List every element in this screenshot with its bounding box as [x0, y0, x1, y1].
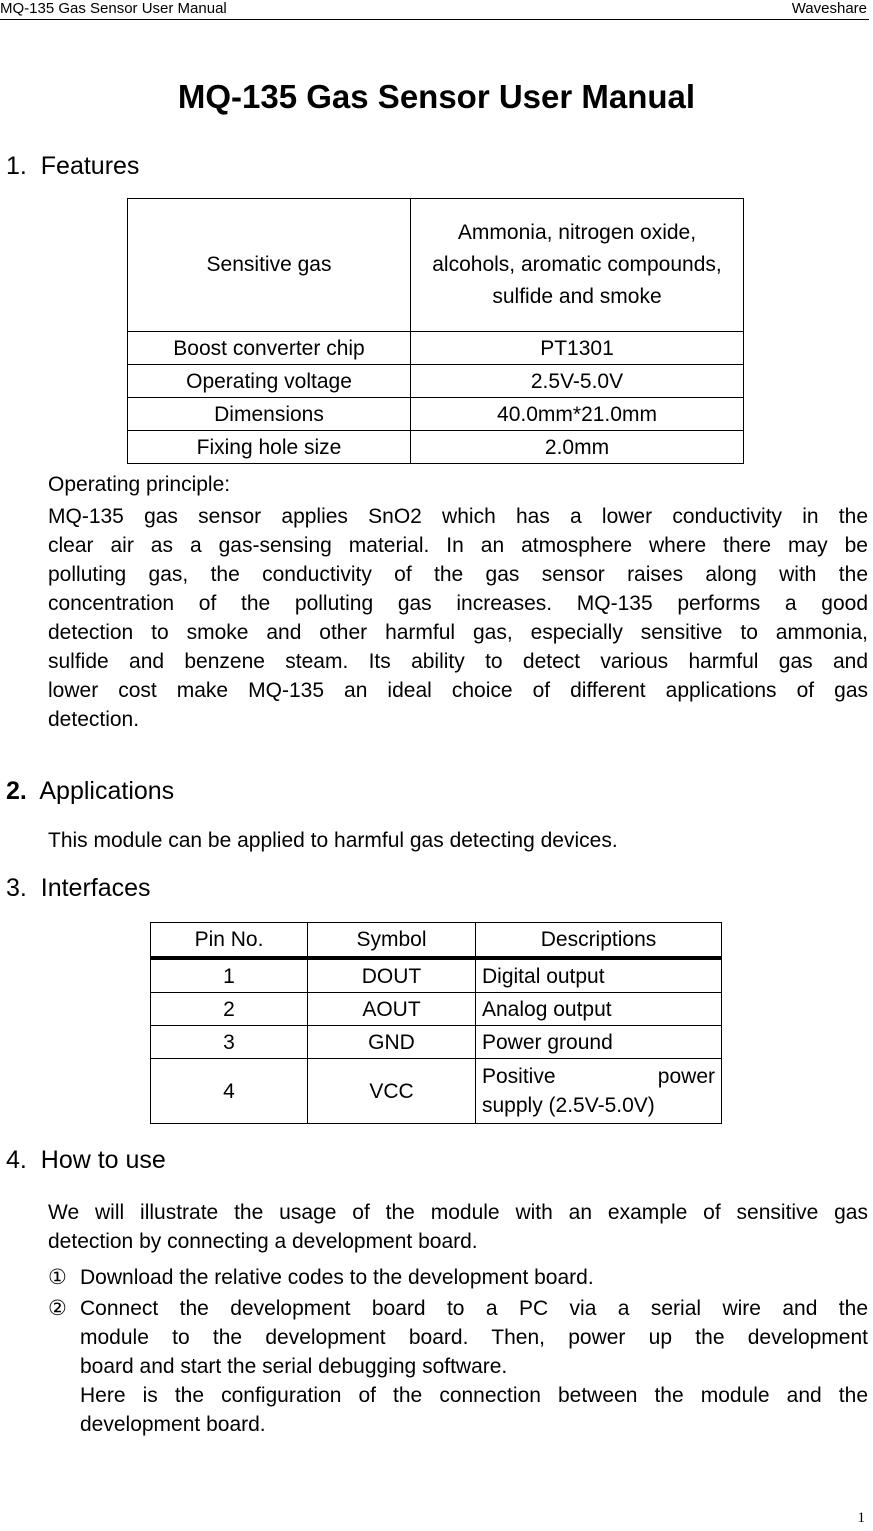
principle-label: Operating principle: [48, 473, 231, 496]
description-cell: Power ground [476, 1026, 722, 1059]
table-header-row [151, 923, 722, 959]
symbol-cell: DOUT [308, 958, 476, 993]
description-cell: Analog output [476, 993, 722, 1026]
interfaces-table [150, 922, 722, 1124]
column-header-symbol: Symbol [308, 923, 476, 959]
step-text: Download the relative codes to the development board. [80, 1266, 594, 1289]
symbol-cell: GND [308, 1026, 476, 1059]
header-doc-title: MQ-135 Gas Sensor User Manual [0, 0, 227, 17]
page-header [0, 0, 869, 20]
step-marker: ② [48, 1297, 67, 1320]
table-row [128, 398, 744, 431]
step-text [80, 1294, 868, 1439]
description-cell: Digital output [476, 958, 722, 993]
pin-cell: 1 [151, 958, 308, 993]
section-title: Applications [39, 777, 175, 805]
paragraph-line: detection by connecting a development board. [48, 1230, 478, 1253]
description-cell [476, 1059, 722, 1124]
table-row [128, 332, 744, 365]
table-row [151, 958, 722, 993]
pin-cell: 2 [151, 993, 308, 1026]
section-heading-features [6, 152, 139, 181]
table-row [128, 431, 744, 464]
table-row [128, 365, 744, 398]
principle-paragraph [48, 502, 868, 734]
paragraph-line: detection. [48, 708, 140, 731]
step-line: board and start the serial debugging software. [80, 1355, 508, 1378]
features-table [127, 198, 744, 464]
howto-intro [48, 1198, 868, 1256]
paragraph-line: concentration of the polluting gas increases. MQ-135 performs a good [48, 592, 868, 615]
paragraph-line: polluting gas, the conductivity of the gas sensor raises along with the [48, 563, 868, 586]
table-cell-key: Sensitive gas [128, 199, 411, 332]
step-marker: ① [48, 1266, 67, 1289]
page-number: 1 [857, 1510, 865, 1526]
header-brand: Waveshare [791, 0, 867, 17]
table-cell-key: Fixing hole size [128, 431, 411, 464]
paragraph-line: sulfide and benzene steam. Its ability to detect various harmful gas and [48, 650, 868, 673]
pin-cell: 4 [151, 1059, 308, 1124]
section-title: How to use [40, 1146, 166, 1174]
section-heading-how-to-use [6, 1146, 166, 1175]
table-row [151, 993, 722, 1026]
section-title: Features [40, 152, 140, 180]
section-number: 3. [6, 874, 27, 902]
step-line: Connect the development board to a PC via a serial wire and the [80, 1297, 868, 1320]
applications-text: This module can be applied to harmful gas detecting devices. [48, 829, 618, 852]
step-line: Here is the configuration of the connection between the module and the [80, 1384, 868, 1407]
pin-cell: 3 [151, 1026, 308, 1059]
section-heading-interfaces [6, 874, 151, 903]
paragraph-line: clear air as a gas-sensing material. In an atmosphere where there may be [48, 534, 868, 557]
step-line: module to the development board. Then, power up the development [80, 1326, 868, 1349]
paragraph-line: detection to smoke and other harmful gas, especially sensitive to ammonia, [48, 621, 868, 644]
description-line: supply (2.5V-5.0V) [482, 1094, 655, 1117]
table-cell-value: PT1301 [411, 332, 744, 365]
table-cell-value: 40.0mm*21.0mm [411, 398, 744, 431]
table-cell-key: Dimensions [128, 398, 411, 431]
step-line: development board. [80, 1413, 266, 1436]
symbol-cell: AOUT [308, 993, 476, 1026]
symbol-cell: VCC [308, 1059, 476, 1124]
table-cell-value: 2.5V-5.0V [411, 365, 744, 398]
table-cell-value: 2.0mm [411, 431, 744, 464]
paragraph-line: We will illustrate the usage of the module with an example of sensitive gas [48, 1201, 868, 1224]
section-number: 2. [6, 777, 27, 805]
section-number: 1. [6, 152, 27, 180]
section-number: 4. [6, 1146, 27, 1174]
column-header-descriptions: Descriptions [476, 923, 722, 959]
paragraph-line: MQ-135 gas sensor applies SnO2 which has a lower conductivity in the [48, 505, 868, 528]
table-cell-value: Ammonia, nitrogen oxide, alcohols, aromatic compounds, sulfide and smoke [411, 199, 744, 332]
column-header-pin: Pin No. [151, 923, 308, 959]
description-line: Positive power [482, 1065, 715, 1088]
page-title: MQ-135 Gas Sensor User Manual [177, 78, 696, 115]
paragraph-line: lower cost make MQ-135 an ideal choice of different applications of gas [48, 679, 868, 702]
table-cell-key: Operating voltage [128, 365, 411, 398]
table-cell-key: Boost converter chip [128, 332, 411, 365]
table-row [128, 199, 744, 332]
section-title: Interfaces [40, 874, 151, 902]
table-row [151, 1059, 722, 1124]
section-heading-applications [6, 777, 174, 806]
table-row [151, 1026, 722, 1059]
